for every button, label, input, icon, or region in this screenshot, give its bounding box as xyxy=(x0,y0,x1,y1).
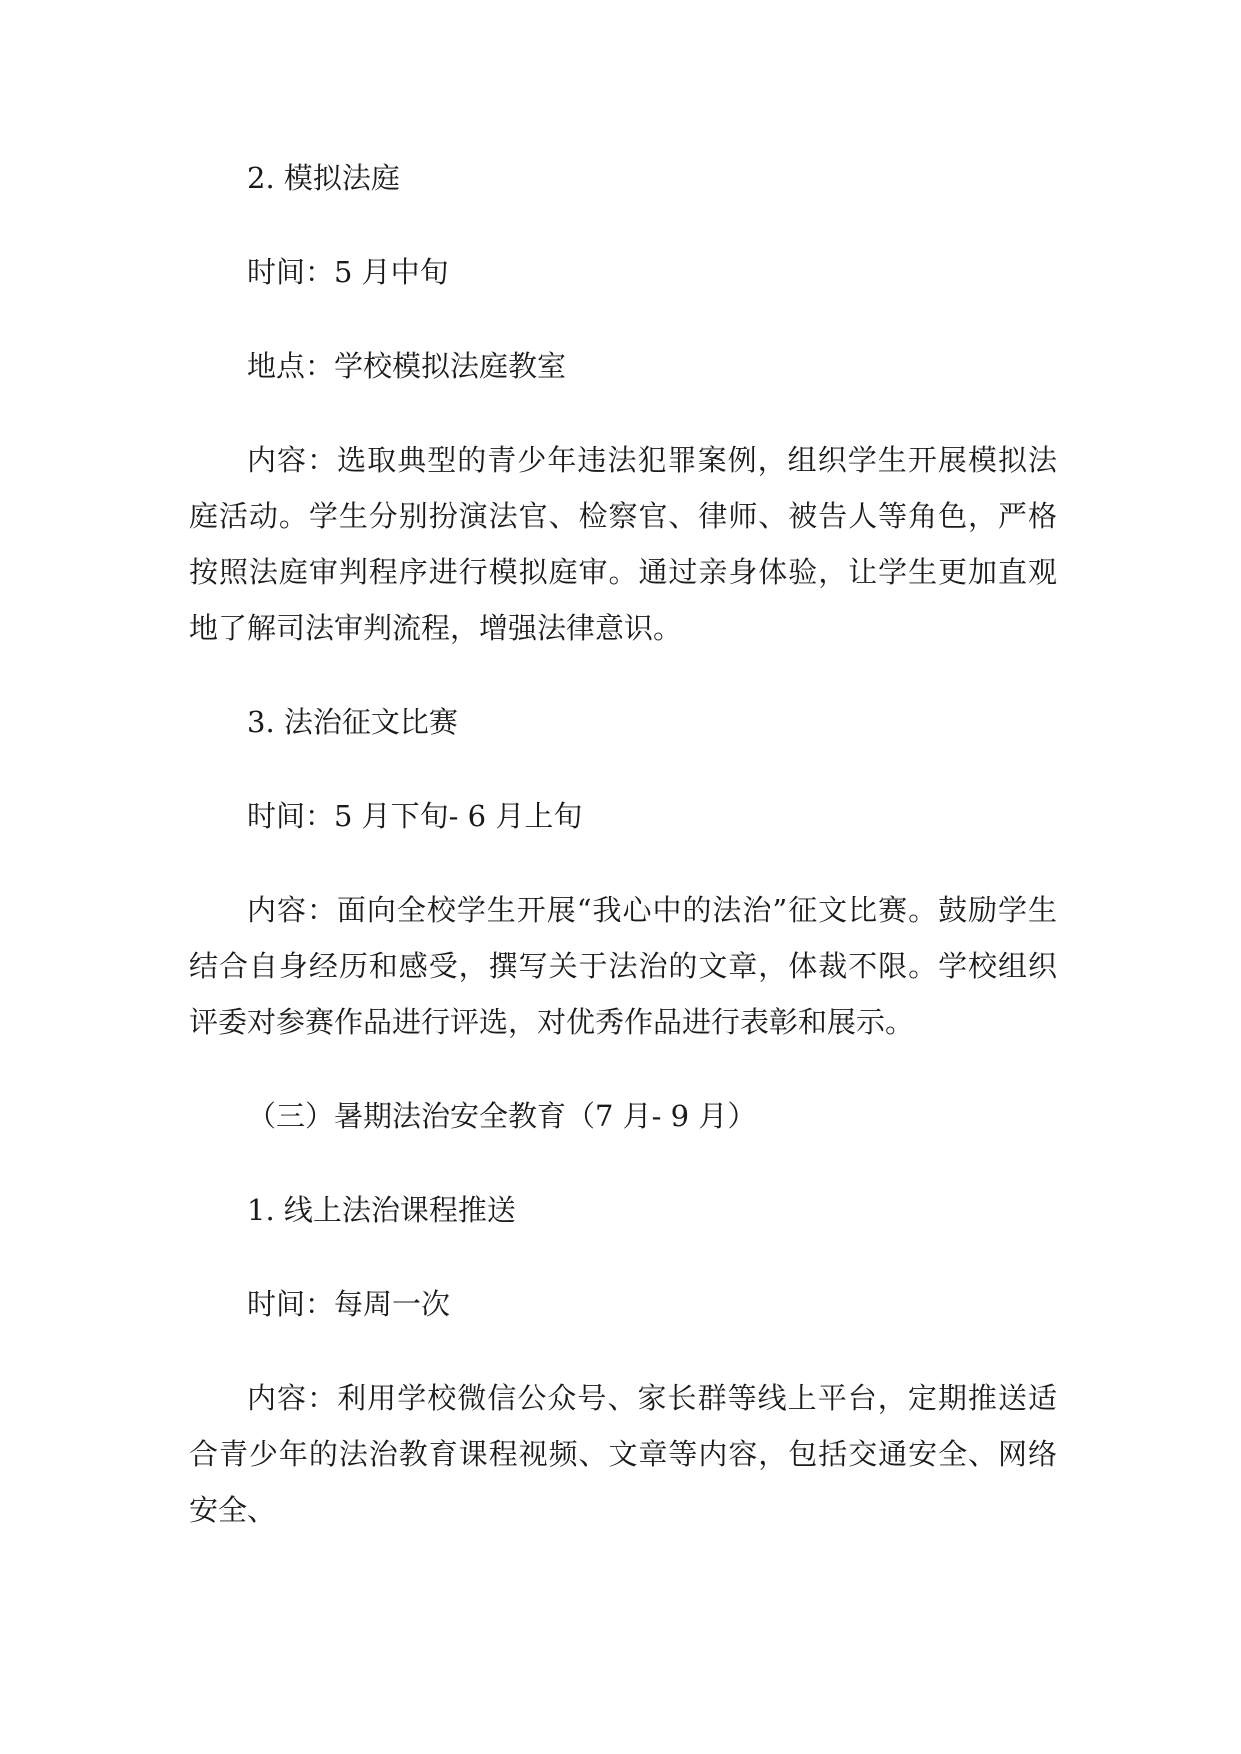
online-courses-time: 时间：每周一次 xyxy=(247,1287,451,1321)
item-heading-online-courses: 1. 线上法治课程推送 xyxy=(247,1193,516,1227)
section-heading-summer-education: （三）暑期法治安全教育（7 月- 9 月） xyxy=(247,1099,757,1133)
mock-court-location: 地点：学校模拟法庭教室 xyxy=(247,349,567,383)
essay-contest-content: 内容：面向全校学生开展“我心中的法治”征文比赛。鼓励学生结合自身经历和感受，撰写关于法治的文章，体裁不限。学校组织评委对参赛作品进行评选，对优秀作品进行表彰和展示。 xyxy=(189,893,1057,1039)
online-courses-content: 内容：利用学校微信公众号、家长群等线上平台，定期推送适合青少年的法治教育课程视频、文章等内容，包括交通安全、网络安全、 xyxy=(189,1381,1057,1527)
item-heading-mock-court: 2. 模拟法庭 xyxy=(247,161,400,195)
mock-court-content: 内容：选取典型的青少年违法犯罪案例，组织学生开展模拟法庭活动。学生分别扮演法官、检察官、律师、被告人等角色，严格按照法庭审判程序进行模拟庭审。通过亲身体验，让学生更加直观地了解司法审判流程，增强法律意识。 xyxy=(189,443,1057,645)
essay-contest-time: 时间：5 月下旬- 6 月上旬 xyxy=(247,799,583,833)
mock-court-time: 时间：5 月中旬 xyxy=(247,255,449,289)
item-heading-essay-contest: 3. 法治征文比赛 xyxy=(247,705,458,739)
document-body xyxy=(189,150,1057,1538)
